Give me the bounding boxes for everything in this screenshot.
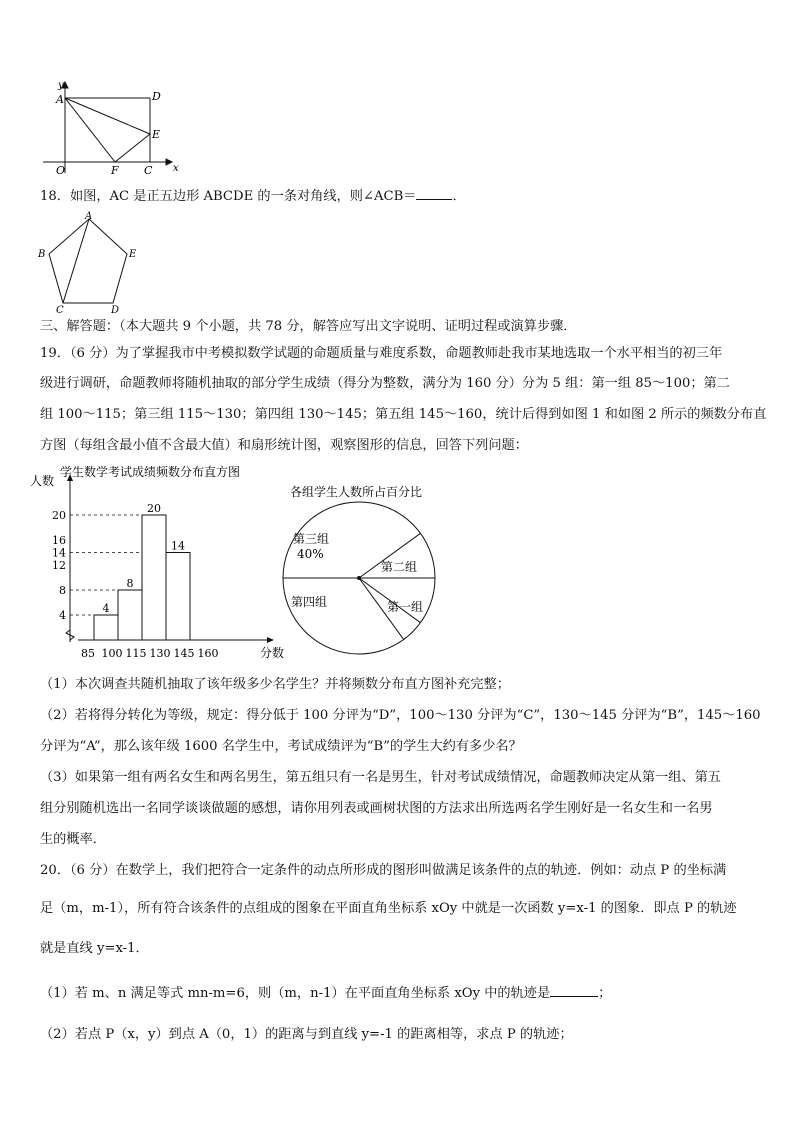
pentagon-label-C: C bbox=[56, 305, 64, 316]
q20-sub2: （2）若点 P（x，y）到点 A（0，1）的距离与到直线 y=-1 的距离相等，求点 P 的轨迹； bbox=[40, 1027, 573, 1042]
pentagon-label-B: B bbox=[38, 249, 46, 260]
label-D: D bbox=[152, 90, 161, 103]
q19-sub2-line-1: （2）若将得分转化为等级，规定：得分低于 100 分评为“D”，100～130 分评为“C”，130～145 分评为“B”，145～160 bbox=[40, 708, 761, 723]
histogram-ytick-20: 20 bbox=[52, 509, 66, 522]
q18-prompt: 18．如图，AC 是正五边形 ABCDE 的一条对角线，则∠ACB＝ bbox=[40, 189, 417, 204]
label-C: C bbox=[144, 164, 153, 177]
histogram-bar-1 bbox=[94, 615, 118, 640]
q19-sub1: （1）本次调查共随机抽取了该年级多少名学生？并将频数分布直方图补充完整； bbox=[40, 677, 510, 692]
q19-sub3-line-1: （3）如果第一组有两名女生和两名男生，第五组只有一名是男生，针对考试成绩情况，命题教师决定从第一组、第五 bbox=[40, 770, 721, 785]
diagonal-AC bbox=[63, 219, 89, 303]
histogram-ytick-4: 4 bbox=[59, 609, 66, 622]
label-A: A bbox=[56, 93, 64, 106]
pentagon-label-A: A bbox=[85, 211, 93, 222]
q18-answer-blank[interactable] bbox=[416, 187, 452, 200]
pie-slice-label-1: 第三组 bbox=[293, 532, 330, 546]
histogram-xtick-100: 100 bbox=[101, 647, 123, 660]
histogram-ytick-12: 12 bbox=[52, 559, 66, 572]
pentagon-label-E: E bbox=[129, 249, 137, 260]
q20-answer-blank[interactable] bbox=[550, 984, 598, 997]
q20-line-3: 就是直线 y=x-1． bbox=[40, 941, 149, 956]
histogram-xtick-115: 115 bbox=[125, 647, 147, 660]
q18-pentagon-figure bbox=[36, 210, 142, 316]
label-y: y bbox=[58, 80, 64, 91]
pie-slice-label-3: 第一组 bbox=[387, 600, 424, 614]
histogram-ytick-8: 8 bbox=[59, 584, 66, 597]
histogram-xtick-145: 145 bbox=[173, 647, 195, 660]
histogram-ylabel: 人数 bbox=[30, 474, 55, 488]
histogram-xlabel: 分数 bbox=[260, 646, 285, 660]
label-O: O bbox=[56, 164, 66, 177]
q20-sub1-prompt: （1）若 m、n 满足等式 mn-m=6，则（m，n-1）在平面直角坐标系 xOy 中的轨迹是 bbox=[40, 986, 551, 1001]
histogram-bar-4 bbox=[166, 553, 190, 641]
histogram-xtick-85: 85 bbox=[81, 647, 95, 660]
q19-sub3-line-3: 生的概率． bbox=[40, 832, 106, 847]
q19-sub3-line-2: 组分别随机选出一名同学谈谈做题的感想，请你用列表或画树状图的方法求出所选两名学生刚好是一名女生和一名男 bbox=[40, 801, 713, 816]
histogram-bar-3 bbox=[142, 515, 166, 640]
section3-title: 三、解答题：（本大题共 9 个小题，共 78 分，解答应写出文字说明、证明过程或演算步骤． bbox=[40, 319, 577, 334]
histogram-xtick-160: 160 bbox=[197, 647, 219, 660]
segment-AF bbox=[65, 98, 115, 162]
q20-line-2: 足（m，m-1），所有符合该条件的点组成的图象在平面直角坐标系 xOy 中就是一次函数 y=x-1 的图象．即点 P 的轨迹 bbox=[40, 901, 737, 916]
q19-line-3: 组 100～115；第三组 115～130；第四组 130～145；第五组 145～160，统计后得到如图 1 和如图 2 所示的频数分布直 bbox=[40, 407, 767, 422]
histogram-ytick-14: 14 bbox=[52, 546, 66, 560]
segment-FE bbox=[115, 134, 150, 162]
label-E: E bbox=[152, 128, 161, 141]
pie-slice-label-2: 第二组 bbox=[381, 560, 418, 574]
q19-sub2-line-2: 分评为“A”，那么该年级 1600 名学生中，考试成绩评为“B”的学生大约有多少名？ bbox=[40, 739, 522, 754]
histogram-bar-2 bbox=[118, 590, 142, 640]
percentage-pie-chart bbox=[270, 478, 470, 668]
q20-line-1: 20．（6 分）在数学上，我们把符合一定条件的动点所形成的图形叫做满足该条件的点的轨迹．例如：动点 P 的坐标满 bbox=[40, 863, 727, 878]
pentagon-ABCDE bbox=[49, 219, 127, 303]
pentagon-label-D: D bbox=[111, 305, 120, 316]
q20-sub1-tail: ； bbox=[598, 986, 612, 1001]
pie-slice-percent-1: 40% bbox=[297, 547, 324, 561]
pie-center bbox=[357, 576, 361, 580]
histogram-bar-label-2: 8 bbox=[126, 577, 134, 590]
q18-tail: ． bbox=[452, 189, 466, 204]
label-x: x bbox=[173, 163, 179, 174]
segment-AE bbox=[65, 98, 150, 134]
label-F: F bbox=[111, 164, 119, 177]
pie-title: 各组学生人数所占百分比 bbox=[290, 485, 423, 499]
histogram-xtick-130: 130 bbox=[149, 647, 171, 660]
q19-line-4: 方图（每组含最小值不含最大值）和扇形统计图，观察图形的信息，回答下列问题： bbox=[40, 438, 528, 453]
histogram-bar-label-3: 20 bbox=[147, 502, 161, 515]
q19-line-2: 级进行调研，命题教师将随机抽取的部分学生成绩（得分为整数，满分为 160 分）分为 5 组：第一组 85～100；第二 bbox=[40, 376, 730, 391]
q17-figure bbox=[40, 78, 180, 178]
histogram-bar-label-1: 4 bbox=[102, 602, 110, 615]
histogram-bar-label-4: 14 bbox=[171, 539, 185, 553]
pie-slice-label-5: 第四组 bbox=[291, 595, 328, 609]
q19-line-1: 19．（6 分）为了掌握我市中考模拟数学试题的命题质量与难度系数，命题教师赴我市某地选取一个水平相当的初三年 bbox=[40, 346, 723, 361]
frequency-histogram bbox=[30, 460, 300, 670]
q18-text bbox=[40, 187, 466, 206]
histogram-title: 学生数学考试成绩频数分布直方图 bbox=[60, 465, 241, 479]
q20-sub1 bbox=[40, 984, 611, 1003]
histogram-ytick-16: 16 bbox=[52, 534, 66, 547]
